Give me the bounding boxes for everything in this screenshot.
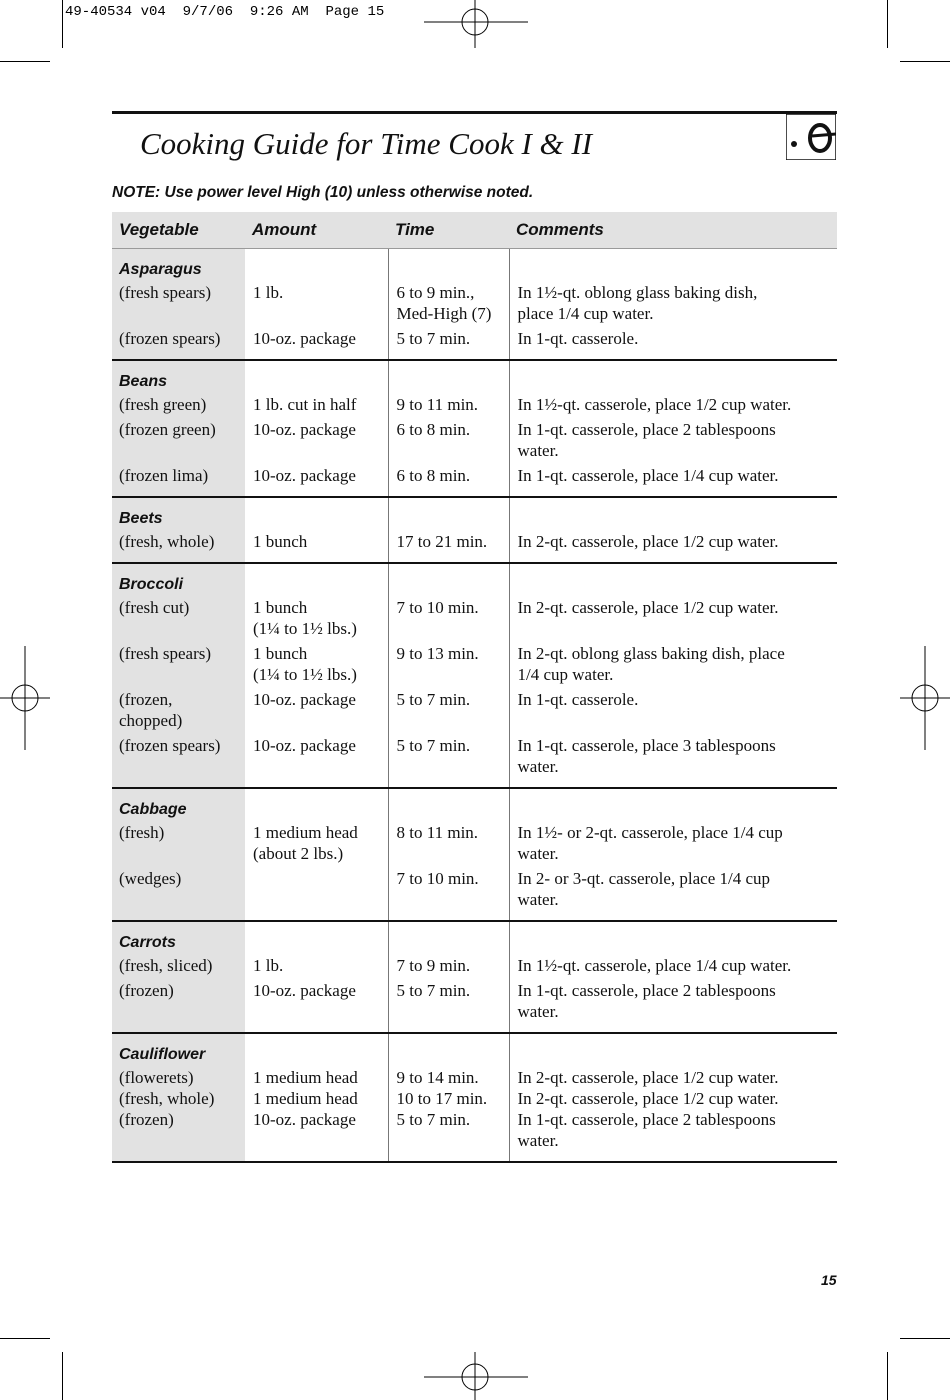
vegetable-cell: (frozen lima) (112, 465, 245, 497)
empty-cell (245, 788, 388, 822)
table-row (112, 419, 837, 465)
crop-mark (887, 1352, 888, 1400)
empty-cell (245, 497, 388, 531)
empty-cell (509, 563, 837, 597)
registration-mark-icon (900, 646, 950, 750)
comments-cell: In 1-qt. casserole, place 2 tablespoons water. (509, 980, 837, 1033)
empty-cell (388, 921, 509, 955)
time-cell: 5 to 7 min. (388, 980, 509, 1033)
time-cell: 17 to 21 min. (388, 531, 509, 563)
empty-cell (388, 360, 509, 394)
vegetable-group-row (112, 921, 837, 955)
comments-cell: In 1-qt. casserole, place 2 tablespoons water. (509, 419, 837, 465)
crop-mark (0, 61, 50, 62)
amount-cell: 10-oz. package (253, 420, 356, 439)
table-row (112, 531, 837, 563)
empty-cell (509, 497, 837, 531)
crop-mark (0, 1338, 50, 1339)
vegetable-cell: (frozen) (112, 980, 245, 1033)
amount-cell: 1 lb. (253, 283, 284, 302)
amount-cell: 1 medium head 1 medium head 10-oz. package (245, 1067, 388, 1162)
vegetable-cell: (fresh, whole) (112, 531, 245, 563)
cooking-guide-table (112, 212, 837, 1163)
vegetable-group-name: Carrots (112, 921, 245, 955)
vegetable-cell: (frozen spears) (112, 328, 245, 360)
registration-mark-icon (424, 1352, 528, 1400)
vegetable-group-name: Cauliflower (112, 1033, 245, 1067)
time-cell: 6 to 9 min., Med-High (7) (388, 282, 509, 328)
vegetable-cell: (fresh) (112, 822, 245, 868)
time-cell: 8 to 11 min. (388, 822, 509, 868)
table-row (112, 597, 837, 643)
crop-mark (887, 0, 888, 48)
empty-cell (388, 563, 509, 597)
crop-mark (900, 61, 950, 62)
table-row (112, 465, 837, 497)
time-cell: 5 to 7 min. (388, 328, 509, 360)
time-cell: 9 to 14 min. 10 to 17 min. 5 to 7 min. (388, 1067, 509, 1162)
print-slug: 49-40534 v04 9/7/06 9:26 AM Page 15 (65, 4, 385, 20)
table-row (112, 822, 837, 868)
comments-cell: In 2- or 3-qt. casserole, place 1/4 cup water. (509, 868, 837, 921)
page-number: 15 (821, 1272, 837, 1288)
empty-cell (388, 249, 509, 283)
comments-cell: In 1-qt. casserole, place 1/4 cup water. (509, 465, 837, 497)
empty-cell (509, 249, 837, 283)
comments-cell: In 1-qt. casserole. (509, 328, 837, 360)
amount-cell: 1 bunch (1¼ to 1½ lbs.) (253, 598, 357, 638)
column-header-vegetable: Vegetable (112, 212, 245, 249)
empty-cell (388, 788, 509, 822)
vegetable-cell: (fresh, sliced) (112, 955, 245, 980)
vegetable-group-row (112, 249, 837, 283)
amount-cell: 1 bunch (1¼ to 1½ lbs.) (253, 644, 357, 684)
comments-cell: In 1½-qt. casserole, place 1/2 cup water. (509, 394, 837, 419)
vegetable-cell: (wedges) (112, 868, 245, 921)
amount-cell: 1 medium head (about 2 lbs.) (253, 823, 358, 863)
vegetable-cell: (fresh cut) (112, 597, 245, 643)
amount-cell: 10-oz. package (245, 980, 388, 1033)
time-cell: 7 to 9 min. (388, 955, 509, 980)
amount-cell: 1 lb. (253, 956, 284, 975)
time-cell: 6 to 8 min. (388, 419, 509, 465)
comments-cell: In 1-qt. casserole. (509, 689, 837, 735)
power-level-note: NOTE: Use power level High (10) unless otherwise noted. (112, 184, 534, 201)
crop-mark (62, 1352, 63, 1400)
empty-cell (388, 497, 509, 531)
amount-cell: 10-oz. package (253, 690, 356, 709)
comments-cell: In 1½-qt. oblong glass baking dish, place 1/4 cup water. (509, 282, 837, 328)
time-cell: 9 to 13 min. (388, 643, 509, 689)
column-header-time: Time (388, 212, 509, 249)
vegetable-group-row (112, 497, 837, 531)
time-cell: 5 to 7 min. (388, 735, 509, 788)
vegetable-group-row (112, 788, 837, 822)
time-cell: 9 to 11 min. (388, 394, 509, 419)
crop-mark (62, 0, 63, 48)
vegetable-group-name: Beets (112, 497, 245, 531)
table-row (112, 980, 837, 1033)
empty-cell (245, 921, 388, 955)
vegetable-cell: (fresh spears) (112, 643, 245, 689)
vegetable-group-name: Asparagus (112, 249, 245, 283)
amount-cell: 10-oz. package (245, 465, 388, 497)
empty-cell (388, 1033, 509, 1067)
vegetable-group-name: Beans (112, 360, 245, 394)
vegetable-cell: (flowerets) (fresh, whole) (frozen) (112, 1067, 245, 1162)
empty-cell (245, 360, 388, 394)
vegetable-cell: (frozen green) (112, 419, 245, 465)
comments-cell: In 1-qt. casserole, place 3 tablespoons water. (509, 735, 837, 788)
empty-cell (245, 563, 388, 597)
time-cell: 7 to 10 min. (388, 868, 509, 921)
vegetable-group-row (112, 360, 837, 394)
crop-mark (900, 1338, 950, 1339)
table-row (112, 1067, 837, 1162)
table-row (112, 689, 837, 735)
table-row (112, 955, 837, 980)
empty-cell (509, 788, 837, 822)
vegetable-cell: (fresh green) (112, 394, 245, 419)
cooking-tab-icon (786, 114, 836, 160)
empty-cell (509, 360, 837, 394)
table-row (112, 282, 837, 328)
vegetable-cell: (fresh spears) (112, 282, 245, 328)
amount-cell (245, 868, 388, 921)
table-row (112, 868, 837, 921)
vegetable-cell: (frozen, chopped) (112, 689, 245, 735)
comments-cell: In 2-qt. casserole, place 1/2 cup water. In 2-qt. casserole, place 1/2 cup water. In 1-qt. casserole, place 2 tablespoons water. (509, 1067, 837, 1162)
table-header-row (112, 212, 837, 249)
registration-mark-icon (424, 0, 528, 48)
table-row (112, 643, 837, 689)
time-cell: 5 to 7 min. (388, 689, 509, 735)
amount-cell: 1 bunch (245, 531, 388, 563)
amount-cell: 10-oz. package (245, 328, 388, 360)
empty-cell (509, 1033, 837, 1067)
vegetable-cell: (frozen spears) (112, 735, 245, 788)
vegetable-group-name: Cabbage (112, 788, 245, 822)
comments-cell: In 2-qt. casserole, place 1/2 cup water. (509, 597, 837, 643)
empty-cell (245, 249, 388, 283)
empty-cell (509, 921, 837, 955)
comments-cell: In 1½-qt. casserole, place 1/4 cup water. (509, 955, 837, 980)
page-title: Cooking Guide for Time Cook I & II (140, 126, 593, 161)
vegetable-group-row (112, 563, 837, 597)
amount-cell: 1 lb. cut in half (253, 395, 357, 414)
empty-cell (245, 1033, 388, 1067)
time-cell: 7 to 10 min. (388, 597, 509, 643)
title-rule (112, 111, 837, 114)
vegetable-group-row (112, 1033, 837, 1067)
vegetable-group-name: Broccoli (112, 563, 245, 597)
time-cell: 6 to 8 min. (388, 465, 509, 497)
comments-cell: In 1½- or 2-qt. casserole, place 1/4 cup water. (509, 822, 837, 868)
amount-cell: 10-oz. package (245, 735, 388, 788)
column-header-comments: Comments (509, 212, 837, 249)
registration-mark-icon (0, 646, 50, 750)
comments-cell: In 2-qt. casserole, place 1/2 cup water. (509, 531, 837, 563)
table-row (112, 394, 837, 419)
comments-cell: In 2-qt. oblong glass baking dish, place 1/4 cup water. (509, 643, 837, 689)
column-header-amount: Amount (245, 212, 388, 249)
table-row (112, 328, 837, 360)
table-row (112, 735, 837, 788)
